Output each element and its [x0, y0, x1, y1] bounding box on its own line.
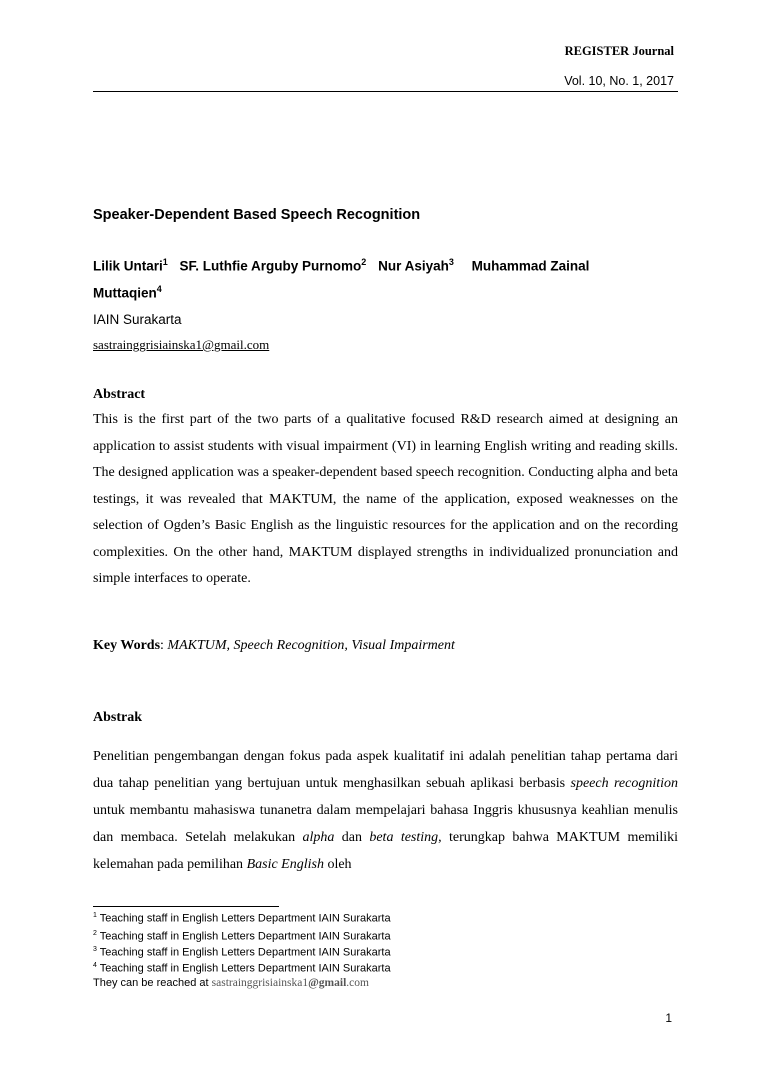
footnote-mark: 4	[93, 962, 97, 969]
keywords-value: MAKTUM, Speech Recognition, Visual Impairment	[163, 638, 455, 653]
footnote	[93, 930, 391, 943]
footnote-text: Teaching staff in English Letters Department IAIN Surakarta	[96, 946, 391, 959]
footnote-text: Teaching staff in English Letters Department IAIN Surakarta	[96, 912, 391, 925]
author-email-link[interactable]: sastrainggrisiainska1@gmail.com	[93, 337, 270, 352]
abstrak-term: speech recognition	[570, 776, 678, 791]
abstrak-text: dan	[334, 830, 370, 845]
contact-email-tld: .com	[346, 977, 369, 989]
contact-email-domain: @gmail	[308, 977, 347, 989]
footnote-mark: 2	[93, 930, 97, 937]
footnote-text: Teaching staff in English Letters Department IAIN Surakarta	[96, 930, 391, 943]
footnote-rule	[93, 906, 279, 907]
abstract-body: This is the first part of the two parts of a qualitative focused R&D research aimed at designing an application to assist students with visual impairment (VI) in learning English writing and reading skills. The designed application was a speaker-dependent based speech recognition. Conducting alpha and beta testings, it was revealed that MAKTUM, the name of the application, exposed weaknesses on the selection of Ogden’s Basic English as the linguistic resources for the application and on the recording complexities. On the other hand, MAKTUM displayed strengths in individualized pronunciation and simple interfaces to operate.	[93, 412, 678, 586]
author-name: SF. Luthfie Arguby Purnomo	[179, 258, 362, 274]
footnote-text: Teaching staff in English Letters Department IAIN Surakarta	[96, 962, 391, 975]
abstrak-term: alpha	[302, 830, 335, 845]
footnote-contact	[93, 977, 369, 989]
contact-prefix: They can be reached at	[93, 977, 212, 989]
abstrak-text: oleh	[323, 857, 352, 872]
affiliation: IAIN Surakarta	[93, 312, 182, 327]
keywords-colon: :	[160, 638, 164, 653]
author-mark: 2	[361, 257, 367, 267]
abstrak-text: Penelitian pengembangan dengan fokus pada aspek kualitatif ini adalah penelitian tahap pertama dari dua tahap penelitian yang bertujuan untuk menghasilkan sebuah aplikasi berbasis	[93, 749, 678, 791]
author-mark: 1	[162, 257, 168, 267]
author-name: Lilik Untari	[93, 258, 163, 274]
abstrak-text: untuk membantu mahasiswa tunanetra dalam mempelajari bahasa Inggris khususnya keahlian menulis dan membaca. Setelah melakukan	[93, 803, 678, 845]
abstract-heading: Abstract	[93, 387, 146, 402]
header-rule	[93, 91, 678, 92]
page-number: 1	[665, 1011, 672, 1025]
author-mark: 4	[156, 284, 162, 294]
paper-title: Speaker-Dependent Based Speech Recognition	[93, 207, 421, 223]
author-name: Muttaqien	[93, 285, 157, 301]
keywords-label: Key Words	[93, 638, 161, 653]
contact-email-link[interactable]	[212, 977, 369, 989]
abstrak-heading: Abstrak	[93, 710, 143, 725]
abstrak-term: beta testing	[369, 830, 439, 845]
footnote	[93, 912, 391, 925]
abstrak-text: , terungkap bahwa MAKTUM memiliki kelemahan pada pemilihan	[93, 830, 678, 872]
abstrak-body	[93, 743, 678, 878]
authors-line	[93, 257, 589, 274]
author-name: Nur Asiyah	[378, 258, 449, 274]
author-mark: 3	[448, 257, 454, 267]
contact-email-user: sastrainggrisiainska1	[211, 977, 309, 989]
abstrak-term: Basic English	[246, 857, 324, 872]
footnote-mark: 3	[93, 946, 97, 953]
footnote	[93, 946, 391, 959]
volume-info: Vol. 10, No. 1, 2017	[564, 74, 674, 88]
footnote-mark: 1	[93, 912, 97, 919]
journal-name: REGISTER Journal	[564, 44, 674, 58]
footnote	[93, 962, 391, 975]
author-name: Muhammad Zainal	[471, 258, 590, 274]
authors-line	[93, 284, 162, 301]
keywords-line	[93, 638, 455, 654]
